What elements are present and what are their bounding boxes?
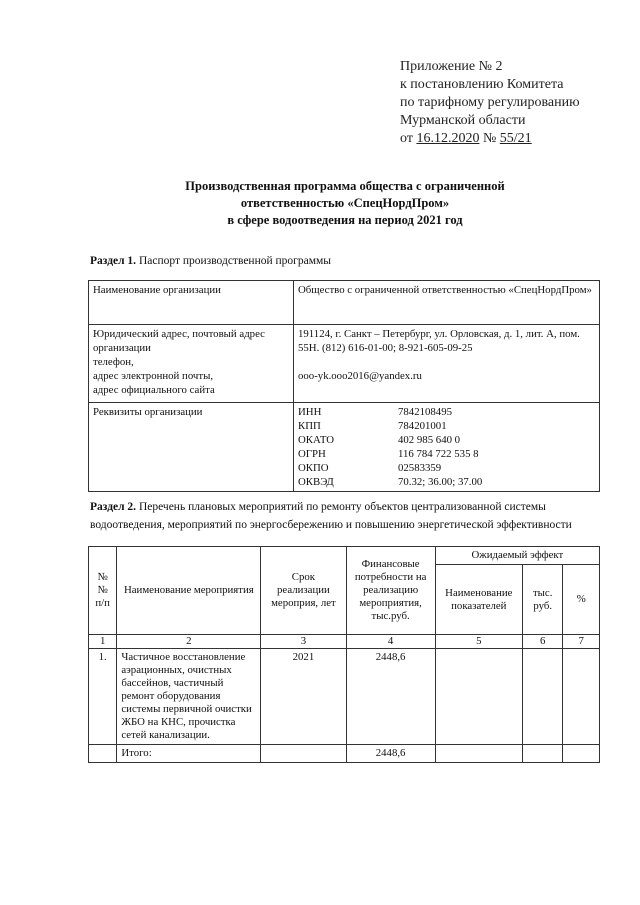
requisite-ogrn: ОГРН 116 784 722 535 8 [298,448,479,460]
header-term: Срок реализации мероприя, лет [261,547,346,635]
passport-table [88,280,600,492]
section2-text: Перечень плановых мероприятий по ремонту объектов централизованной системы водоотведения, мероприятий по энергосбережению и повышению энергетической эффективности [90,501,572,531]
address-label-cell [89,325,294,403]
header-indicators: Наименование показателей [435,565,522,635]
document-title [120,178,570,229]
title-line: Производственная программа общества с ограниченной [185,179,505,193]
appendix-num-sign: № [482,131,497,146]
appendix-date-line [400,130,580,148]
section1-text: Паспорт производственной программы [138,255,332,267]
row-num: 1. [89,649,117,745]
total-fin: 2448,6 [346,745,435,763]
appendix-from: от [400,131,413,146]
phone-label: телефон, [93,356,134,368]
total-label: Итого: [117,745,261,763]
row-fin: 2448,6 [346,649,435,745]
address-value: 191124, г. Санкт – Петербург, ул. Орловская, д. 1, лит. А, пом. 55Н. (812) 616-01-00; 8-921-605-09-25 [298,328,580,354]
row-thous [522,649,563,745]
address-label: Юридический адрес, почтовый адрес организации [93,328,265,354]
table-row [89,281,600,325]
colnum: 2 [117,635,261,649]
title-line: в сфере водоотведения на период 2021 год [227,213,463,227]
requisite-okato: ОКАТО 402 985 640 0 [298,434,461,446]
section1-label: Раздел 1. [90,255,137,267]
row-term: 2021 [261,649,346,745]
appendix-line: по тарифному регулированию [400,95,580,110]
colnum: 5 [435,635,522,649]
colnum: 1 [89,635,117,649]
row-pct [563,649,600,745]
total-ind [435,745,522,763]
requisite-kpp: КПП 784201001 [298,420,447,432]
org-name-label: Наименование организации [89,281,294,325]
table-row [89,403,600,492]
appendix-date: 16.12.2020 [416,131,480,146]
header-thous-rub: тыс. руб. [522,565,563,635]
appendix-line: Мурманской области [400,113,526,128]
header-name: Наименование мероприятия [117,547,261,635]
total-empty [89,745,117,763]
site-label: адрес официального сайта [93,384,215,396]
title-line: ответственностью «СпецНордПром» [240,196,450,210]
email-label: адрес электронной почты, [93,370,214,382]
total-term [261,745,346,763]
header-fin: Финансовые потребности на реализацию мероприятия, тыс.руб. [346,547,435,635]
requisite-okpo: ОКПО 02583359 [298,462,442,474]
header-num: №№ п/п [89,547,117,635]
table-header-row [89,547,600,565]
header-effect: Ожидаемый эффект [435,547,599,565]
appendix-line: к постановлению Комитета [400,77,564,92]
total-thous [522,745,563,763]
row-name: Частичное восстановление аэрационных, очистных бассейнов, частичный ремонт оборудования системы первичной очистки ЖБО на КНС, прочистка сетей канализации. [117,649,261,745]
total-pct [563,745,600,763]
measures-table [88,546,600,763]
header-percent: % [563,565,600,635]
section2-heading [90,498,600,534]
colnum: 4 [346,635,435,649]
email-value: ooo-yk.ooo2016@yandex.ru [298,370,422,382]
table-row [89,649,600,745]
colnum: 6 [522,635,563,649]
org-name-value: Общество с ограниченной ответственностью «СпецНордПром» [294,281,600,325]
requisite-inn: ИНН 7842108495 [298,406,452,418]
row-indicator [435,649,522,745]
total-row [89,745,600,763]
colnum: 3 [261,635,346,649]
requisites-values [294,403,600,492]
table-row [89,325,600,403]
address-value-cell [294,325,600,403]
appendix-line: Приложение № 2 [400,59,503,74]
requisites-label: Реквизиты организации [89,403,294,492]
column-numbers-row [89,635,600,649]
section2-label: Раздел 2. [90,501,137,513]
colnum: 7 [563,635,600,649]
section1-heading [90,255,331,267]
appendix-number: 55/21 [499,131,532,146]
appendix-header [400,58,580,148]
requisite-okved: ОКВЭД 70.32; 36.00; 37.00 [298,476,483,488]
